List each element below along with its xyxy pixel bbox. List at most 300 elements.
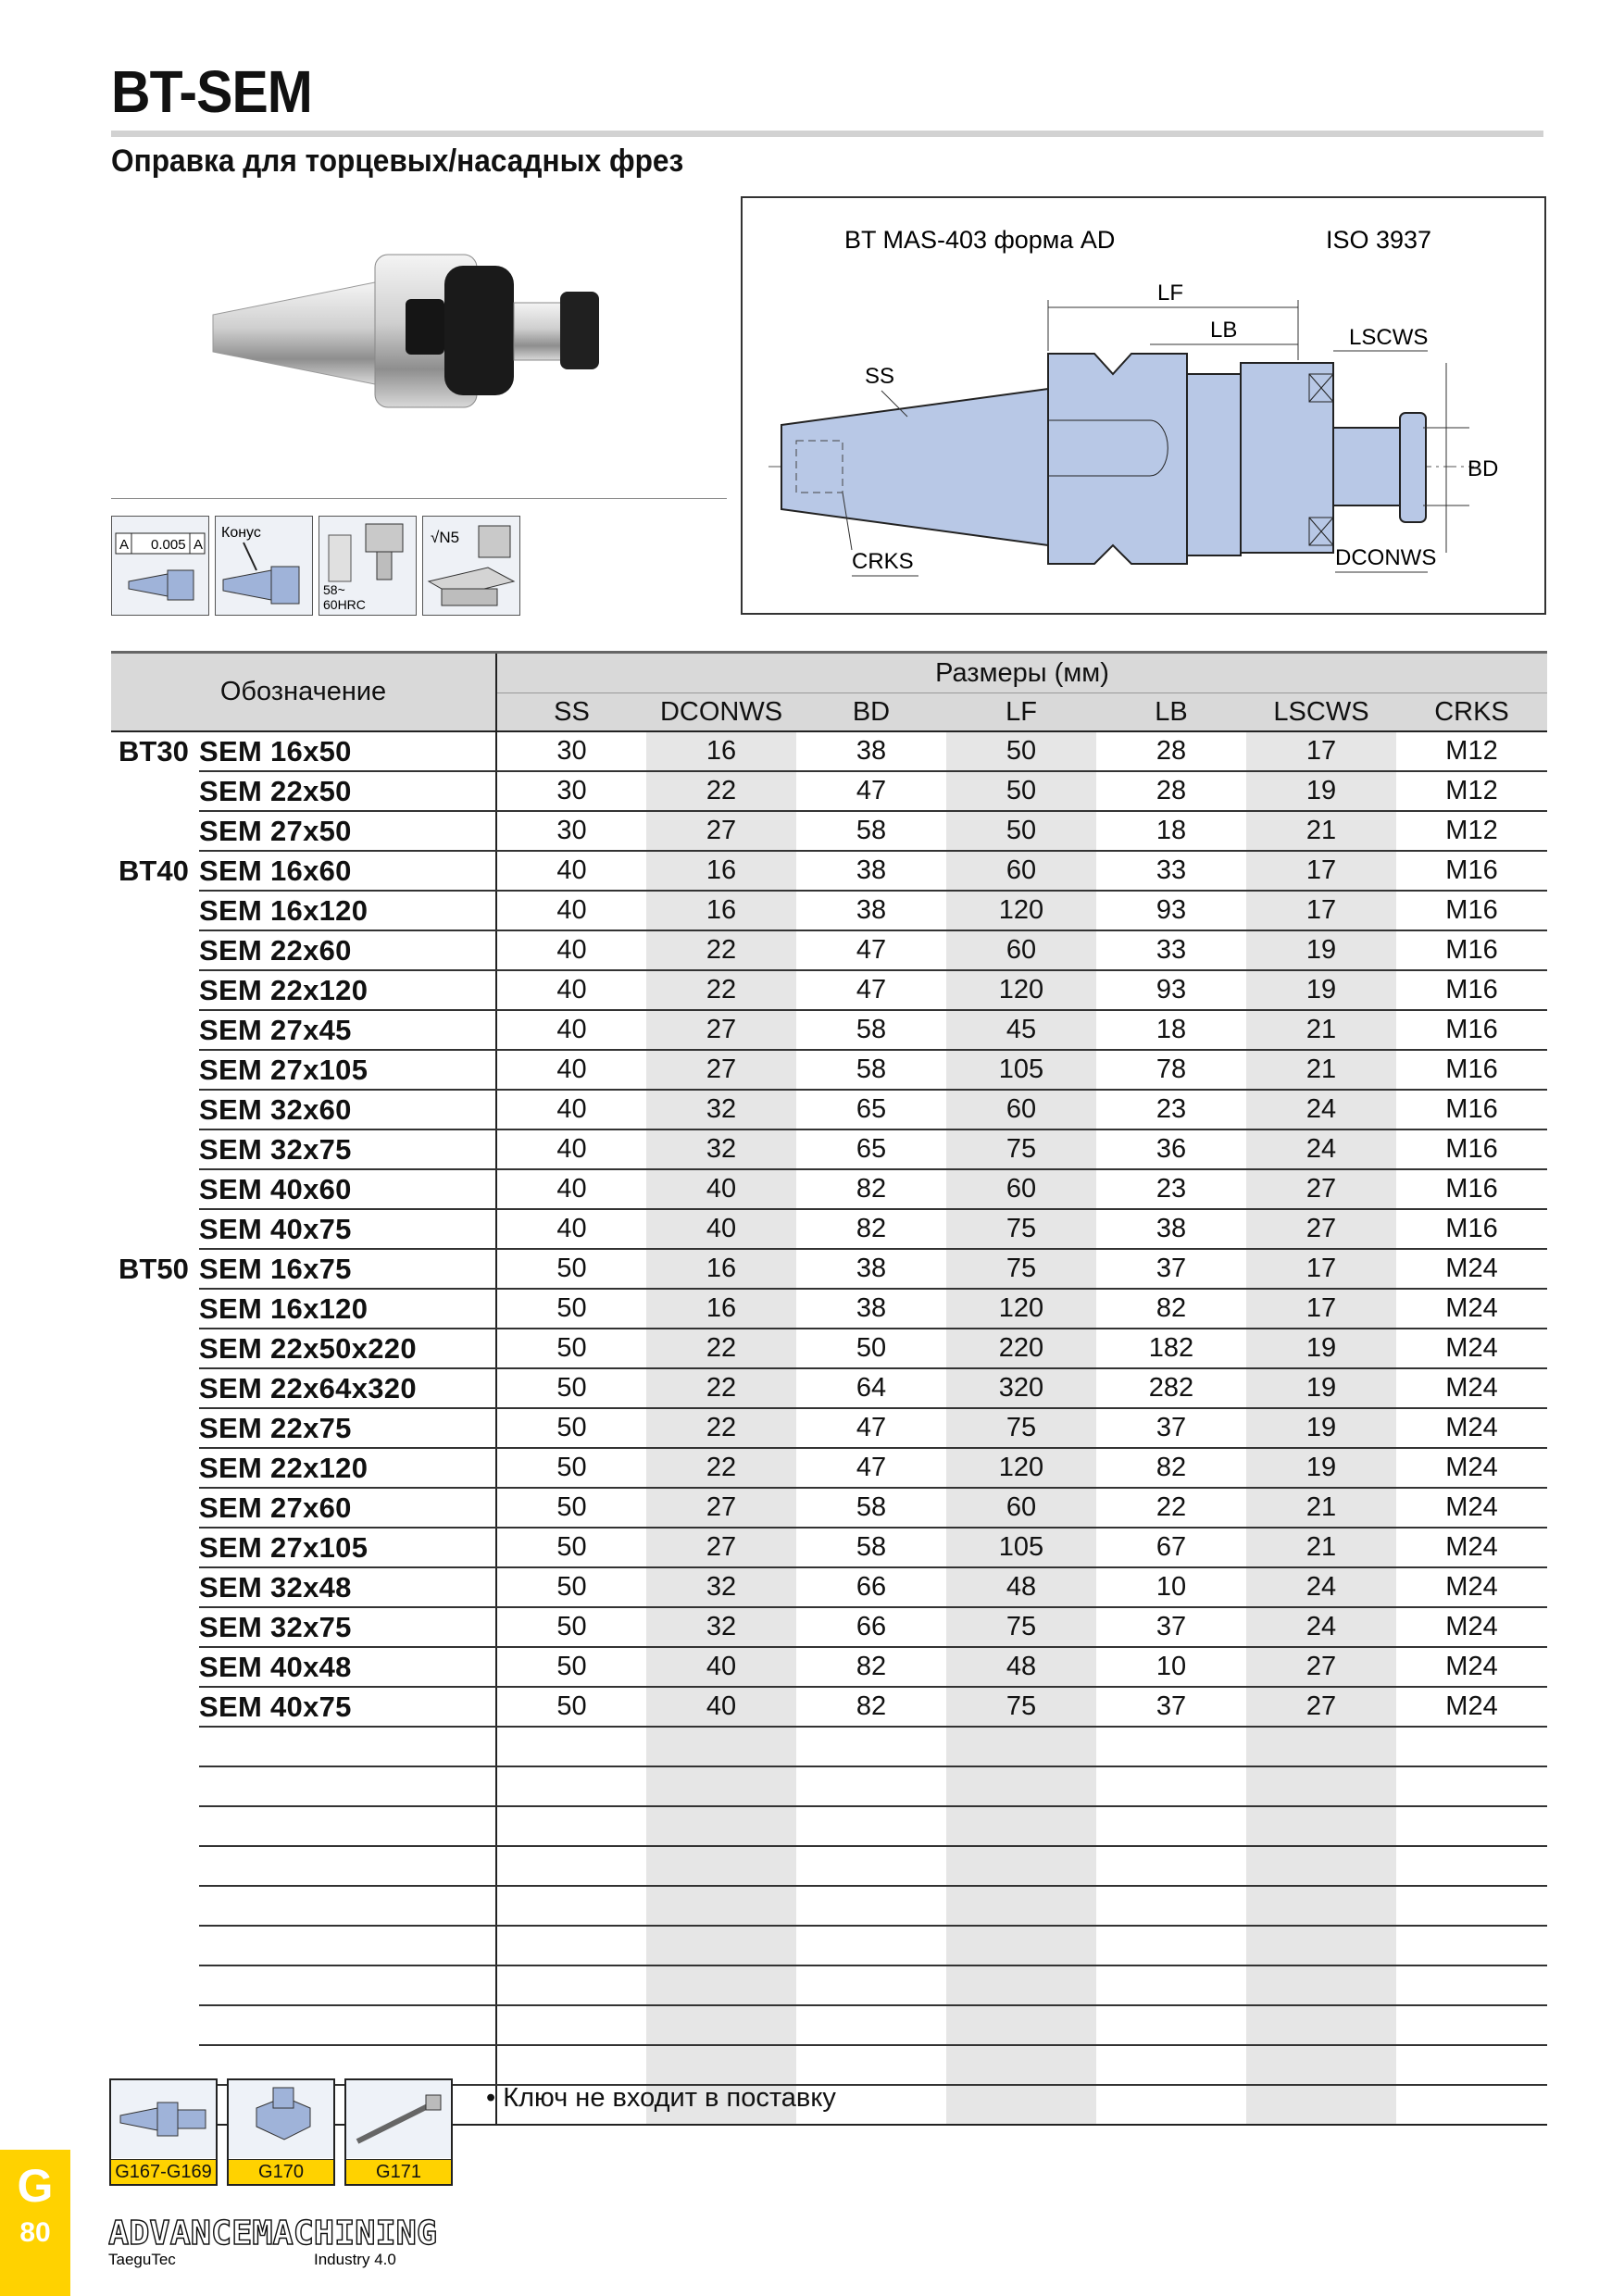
table-row <box>111 1806 1547 1846</box>
designation-cell: SEM 40x48 <box>199 1647 496 1687</box>
series-label <box>111 1169 199 1209</box>
value-cell-bd <box>796 2045 946 2085</box>
value-cell-lscws: 19 <box>1246 1329 1396 1368</box>
value-cell-lb <box>1096 1886 1246 1926</box>
designation-cell: SEM 22x50x220 <box>199 1329 496 1368</box>
value-cell-lb: 82 <box>1096 1448 1246 1488</box>
value-cell-lf: 45 <box>946 1010 1096 1050</box>
series-label <box>111 811 199 851</box>
value-cell-lf: 320 <box>946 1368 1096 1408</box>
value-cell-dconws <box>646 1806 796 1846</box>
series-label <box>111 1766 199 1806</box>
value-cell-dconws: 16 <box>646 891 796 930</box>
value-cell-bd <box>796 1806 946 1846</box>
designation-cell: SEM 22x120 <box>199 970 496 1010</box>
value-cell-lf: 60 <box>946 930 1096 970</box>
value-cell-crks: M24 <box>1396 1687 1547 1727</box>
surface-finish-icon <box>422 516 520 616</box>
value-cell-ss: 50 <box>496 1647 646 1687</box>
value-cell-lf: 48 <box>946 1567 1096 1607</box>
value-cell-dconws: 40 <box>646 1169 796 1209</box>
value-cell-lscws: 17 <box>1246 891 1396 930</box>
value-cell-lb <box>1096 1846 1246 1886</box>
table-row <box>111 2005 1547 2045</box>
value-cell-lscws: 19 <box>1246 970 1396 1010</box>
value-cell-lf: 120 <box>946 1448 1096 1488</box>
value-cell-bd: 64 <box>796 1368 946 1408</box>
value-cell-crks <box>1396 2045 1547 2085</box>
value-cell-bd: 47 <box>796 771 946 811</box>
header-dimensions: Размеры (мм) <box>496 653 1547 693</box>
designation-cell: SEM 16x120 <box>199 1289 496 1329</box>
surface-finish-label: √N5 <box>431 529 460 546</box>
value-cell-lf: 50 <box>946 771 1096 811</box>
value-cell-ss: 40 <box>496 970 646 1010</box>
value-cell-lf <box>946 1846 1096 1886</box>
iso-label: ISO 3937 <box>1326 226 1432 254</box>
series-label <box>111 1965 199 2005</box>
technical-drawing <box>741 196 1546 615</box>
value-cell-dconws: 40 <box>646 1647 796 1687</box>
value-cell-lb: 182 <box>1096 1329 1246 1368</box>
series-label <box>111 1289 199 1329</box>
table-row <box>111 891 1547 930</box>
value-cell-bd: 82 <box>796 1209 946 1249</box>
value-cell-ss <box>496 1886 646 1926</box>
series-label <box>111 1129 199 1169</box>
series-label: BT50 <box>119 1252 189 1285</box>
value-cell-ss: 30 <box>496 811 646 851</box>
value-cell-bd: 58 <box>796 1528 946 1567</box>
value-cell-lb: 23 <box>1096 1090 1246 1129</box>
value-cell-dconws: 32 <box>646 1607 796 1647</box>
value-cell-lscws: 21 <box>1246 1488 1396 1528</box>
series-label <box>111 1647 199 1687</box>
column-header-dconws: DCONWS <box>646 693 796 732</box>
series-label: BT40 <box>119 854 189 887</box>
designation-cell <box>199 1846 496 1886</box>
value-cell-dconws: 22 <box>646 930 796 970</box>
value-cell-dconws: 22 <box>646 1368 796 1408</box>
value-cell-crks: M24 <box>1396 1408 1547 1448</box>
specification-table <box>111 651 1547 2126</box>
designation-cell: SEM 16x50 <box>199 731 496 771</box>
value-cell-ss: 50 <box>496 1448 646 1488</box>
value-cell-ss: 50 <box>496 1567 646 1607</box>
reference-g170[interactable] <box>227 2078 335 2186</box>
product-photo <box>194 236 620 421</box>
value-cell-dconws: 22 <box>646 970 796 1010</box>
hardness-icon <box>319 516 417 616</box>
logo-brand: TaeguTec <box>108 2251 176 2268</box>
value-cell-lf: 75 <box>946 1687 1096 1727</box>
value-cell-lb: 37 <box>1096 1607 1246 1647</box>
standard-label: BT MAS-403 форма AD <box>844 226 1116 254</box>
wrench-block-icon <box>229 2080 333 2158</box>
value-cell-crks: M16 <box>1396 1090 1547 1129</box>
value-cell-lscws: 27 <box>1246 1169 1396 1209</box>
value-cell-ss: 30 <box>496 731 646 771</box>
designation-cell: SEM 16x60 <box>199 851 496 891</box>
value-cell-lf <box>946 1806 1096 1846</box>
column-header-lb: LB <box>1096 693 1246 732</box>
value-cell-lf: 60 <box>946 851 1096 891</box>
designation-cell <box>199 1727 496 1766</box>
value-cell-crks <box>1396 1727 1547 1766</box>
table-row <box>111 1408 1547 1448</box>
value-cell-lscws: 27 <box>1246 1687 1396 1727</box>
value-cell-dconws: 22 <box>646 771 796 811</box>
value-cell-ss <box>496 1766 646 1806</box>
column-header-lf: LF <box>946 693 1096 732</box>
value-cell-dconws: 22 <box>646 1448 796 1488</box>
value-cell-lb: 33 <box>1096 851 1246 891</box>
value-cell-lscws <box>1246 1806 1396 1846</box>
value-cell-lscws <box>1246 2045 1396 2085</box>
table-row <box>111 1050 1547 1090</box>
series-label <box>111 1607 199 1647</box>
designation-cell <box>199 1886 496 1926</box>
value-cell-lb: 78 <box>1096 1050 1246 1090</box>
designation-cell: SEM 32x75 <box>199 1607 496 1647</box>
value-cell-lscws: 17 <box>1246 1249 1396 1289</box>
series-label: BT30 <box>119 735 189 767</box>
value-cell-lf: 75 <box>946 1607 1096 1647</box>
value-cell-crks: M24 <box>1396 1289 1547 1329</box>
value-cell-lscws: 21 <box>1246 1528 1396 1567</box>
value-cell-bd: 47 <box>796 1448 946 1488</box>
series-label <box>111 1010 199 1050</box>
value-cell-lb: 10 <box>1096 1647 1246 1687</box>
series-label <box>111 1846 199 1886</box>
value-cell-dconws: 27 <box>646 1010 796 1050</box>
value-cell-ss: 50 <box>496 1607 646 1647</box>
page-title: BT-SEM <box>111 58 312 125</box>
value-cell-dconws <box>646 1846 796 1886</box>
value-cell-lb <box>1096 2005 1246 2045</box>
reference-g171[interactable] <box>344 2078 453 2186</box>
value-cell-lscws <box>1246 1926 1396 1965</box>
value-cell-crks: M24 <box>1396 1448 1547 1488</box>
designation-cell: SEM 40x60 <box>199 1169 496 1209</box>
table-row <box>111 1886 1547 1926</box>
designation-cell: SEM 22x60 <box>199 930 496 970</box>
header-designation: Обозначение <box>111 653 496 732</box>
value-cell-ss: 50 <box>496 1329 646 1368</box>
value-cell-crks: M16 <box>1396 851 1547 891</box>
value-cell-crks: M24 <box>1396 1528 1547 1567</box>
table-row <box>111 1727 1547 1766</box>
value-cell-lf: 48 <box>946 1647 1096 1687</box>
value-cell-crks <box>1396 1846 1547 1886</box>
value-cell-crks <box>1396 1965 1547 2005</box>
value-cell-lf <box>946 1926 1096 1965</box>
value-cell-lscws: 17 <box>1246 851 1396 891</box>
taper-icon <box>215 516 313 616</box>
value-cell-lscws: 19 <box>1246 771 1396 811</box>
table-row <box>111 1010 1547 1050</box>
value-cell-lf: 75 <box>946 1209 1096 1249</box>
value-cell-lf: 75 <box>946 1408 1096 1448</box>
dim-lf: LF <box>1157 281 1184 306</box>
series-label <box>111 2005 199 2045</box>
value-cell-ss <box>496 2005 646 2045</box>
dim-bd: BD <box>1468 456 1499 481</box>
value-cell-dconws: 40 <box>646 1209 796 1249</box>
value-cell-lscws: 19 <box>1246 1408 1396 1448</box>
series-label <box>111 1408 199 1448</box>
series-label <box>111 1528 199 1567</box>
value-cell-lscws: 27 <box>1246 1209 1396 1249</box>
series-label <box>111 1050 199 1090</box>
value-cell-crks: M24 <box>1396 1647 1547 1687</box>
runout-tolerance-icon <box>111 516 209 616</box>
series-label <box>111 1926 199 1965</box>
value-cell-lscws <box>1246 1766 1396 1806</box>
value-cell-crks <box>1396 2005 1547 2045</box>
value-cell-lb: 36 <box>1096 1129 1246 1169</box>
table-row <box>111 1129 1547 1169</box>
value-cell-lf <box>946 1886 1096 1926</box>
designation-cell <box>199 2005 496 2045</box>
value-cell-crks: M16 <box>1396 1129 1547 1169</box>
designation-cell: SEM 32x48 <box>199 1567 496 1607</box>
value-cell-lb <box>1096 1727 1246 1766</box>
value-cell-bd <box>796 1886 946 1926</box>
table-row <box>111 1687 1547 1727</box>
dim-dconws: DCONWS <box>1335 545 1437 570</box>
series-label <box>111 1090 199 1129</box>
value-cell-lb <box>1096 1926 1246 1965</box>
series-label <box>111 970 199 1010</box>
value-cell-dconws <box>646 1965 796 2005</box>
table-row <box>111 1448 1547 1488</box>
value-cell-dconws <box>646 2005 796 2045</box>
designation-cell <box>199 1806 496 1846</box>
column-header-ss: SS <box>496 693 646 732</box>
value-cell-lb: 28 <box>1096 731 1246 771</box>
value-cell-lf: 120 <box>946 891 1096 930</box>
series-label <box>111 1209 199 1249</box>
value-cell-lscws <box>1246 1727 1396 1766</box>
value-cell-lf: 120 <box>946 1289 1096 1329</box>
table-row <box>111 731 1547 771</box>
value-cell-bd: 82 <box>796 1169 946 1209</box>
value-cell-ss: 40 <box>496 1010 646 1050</box>
key-wrench-icon <box>346 2080 451 2158</box>
value-cell-lscws <box>1246 1846 1396 1886</box>
value-cell-lscws: 19 <box>1246 1368 1396 1408</box>
value-cell-lb <box>1096 1806 1246 1846</box>
taper-label: Конус <box>221 525 261 541</box>
logo-main: ADVANCEMACHINING <box>108 2215 437 2252</box>
value-cell-crks: M16 <box>1396 891 1547 930</box>
table-row <box>111 771 1547 811</box>
designation-cell: SEM 22x50 <box>199 771 496 811</box>
table-row <box>111 930 1547 970</box>
value-cell-ss: 40 <box>496 1090 646 1129</box>
value-cell-dconws: 16 <box>646 731 796 771</box>
value-cell-bd: 47 <box>796 930 946 970</box>
value-cell-bd: 66 <box>796 1607 946 1647</box>
series-label <box>111 1727 199 1766</box>
value-cell-ss <box>496 2045 646 2085</box>
table-row <box>111 1926 1547 1965</box>
value-cell-crks: M24 <box>1396 1488 1547 1528</box>
value-cell-lb <box>1096 1965 1246 2005</box>
designation-cell <box>199 1926 496 1965</box>
series-label <box>111 930 199 970</box>
value-cell-lscws: 24 <box>1246 1567 1396 1607</box>
value-cell-ss: 30 <box>496 771 646 811</box>
table-row <box>111 1368 1547 1408</box>
value-cell-bd: 65 <box>796 1090 946 1129</box>
reference-g167-g169[interactable] <box>109 2078 218 2186</box>
value-cell-lf: 105 <box>946 1050 1096 1090</box>
series-label <box>111 1886 199 1926</box>
value-cell-lb: 28 <box>1096 771 1246 811</box>
value-cell-ss: 40 <box>496 1169 646 1209</box>
value-cell-dconws: 32 <box>646 1567 796 1607</box>
dim-ss: SS <box>865 364 895 389</box>
value-cell-bd: 50 <box>796 1329 946 1368</box>
value-cell-lf <box>946 2045 1096 2085</box>
designation-cell: SEM 16x75 <box>199 1249 496 1289</box>
designation-cell: SEM 27x105 <box>199 1528 496 1567</box>
value-cell-lscws: 17 <box>1246 1289 1396 1329</box>
value-cell-ss: 40 <box>496 1050 646 1090</box>
value-cell-lscws: 17 <box>1246 731 1396 771</box>
table-row <box>111 1607 1547 1647</box>
value-cell-lscws <box>1246 1965 1396 2005</box>
advancemachining-logo <box>108 2211 442 2268</box>
designation-cell: SEM 40x75 <box>199 1209 496 1249</box>
value-cell-lscws <box>1246 2085 1396 2125</box>
series-label <box>111 1806 199 1846</box>
value-cell-bd: 58 <box>796 1010 946 1050</box>
value-cell-crks: M12 <box>1396 811 1547 851</box>
table-row <box>111 1528 1547 1567</box>
value-cell-ss: 40 <box>496 1129 646 1169</box>
value-cell-lf: 75 <box>946 1249 1096 1289</box>
value-cell-lb: 38 <box>1096 1209 1246 1249</box>
photo-divider <box>111 498 727 499</box>
value-cell-bd <box>796 2005 946 2045</box>
title-rule <box>111 131 1543 137</box>
table-row <box>111 1567 1547 1607</box>
series-label <box>111 1687 199 1727</box>
value-cell-crks: M24 <box>1396 1607 1547 1647</box>
value-cell-dconws: 40 <box>646 1687 796 1727</box>
value-cell-bd <box>796 1727 946 1766</box>
value-cell-bd <box>796 1965 946 2005</box>
value-cell-bd: 66 <box>796 1567 946 1607</box>
table-row <box>111 851 1547 891</box>
designation-cell: SEM 27x45 <box>199 1010 496 1050</box>
series-label <box>111 771 199 811</box>
dim-lb: LB <box>1210 318 1238 343</box>
value-cell-ss <box>496 1926 646 1965</box>
value-cell-ss: 50 <box>496 1368 646 1408</box>
reference-label: G171 <box>346 2159 451 2184</box>
value-cell-lb: 93 <box>1096 970 1246 1010</box>
value-cell-lf: 120 <box>946 970 1096 1010</box>
value-cell-ss: 50 <box>496 1687 646 1727</box>
value-cell-lf <box>946 1727 1096 1766</box>
value-cell-lf <box>946 1766 1096 1806</box>
hardness-label-2: 60HRC <box>323 597 366 612</box>
value-cell-lf: 220 <box>946 1329 1096 1368</box>
value-cell-lscws: 19 <box>1246 1448 1396 1488</box>
value-cell-dconws: 22 <box>646 1329 796 1368</box>
tolerance-datum-a: A <box>119 537 130 553</box>
value-cell-crks: M16 <box>1396 1050 1547 1090</box>
value-cell-ss: 50 <box>496 1289 646 1329</box>
value-cell-lb <box>1096 1766 1246 1806</box>
value-cell-crks <box>1396 1886 1547 1926</box>
series-label <box>111 1368 199 1408</box>
value-cell-crks: M24 <box>1396 1368 1547 1408</box>
designation-cell: SEM 32x75 <box>199 1129 496 1169</box>
value-cell-bd: 82 <box>796 1687 946 1727</box>
tolerance-value: 0.005 <box>151 537 186 553</box>
series-label <box>111 1448 199 1488</box>
value-cell-lf: 60 <box>946 1090 1096 1129</box>
series-label <box>111 1567 199 1607</box>
page-number: 80 <box>19 2217 51 2248</box>
designation-cell: SEM 22x120 <box>199 1448 496 1488</box>
value-cell-ss: 50 <box>496 1488 646 1528</box>
value-cell-dconws: 27 <box>646 1050 796 1090</box>
value-cell-lf <box>946 2085 1096 2125</box>
value-cell-dconws: 16 <box>646 1289 796 1329</box>
value-cell-bd <box>796 1766 946 1806</box>
value-cell-crks: M16 <box>1396 1010 1547 1050</box>
value-cell-lb: 37 <box>1096 1687 1246 1727</box>
value-cell-lb: 18 <box>1096 1010 1246 1050</box>
value-cell-crks: M16 <box>1396 930 1547 970</box>
value-cell-lb <box>1096 2085 1246 2125</box>
value-cell-crks: M24 <box>1396 1329 1547 1368</box>
value-cell-dconws <box>646 1886 796 1926</box>
value-cell-dconws: 32 <box>646 1129 796 1169</box>
value-cell-ss: 40 <box>496 891 646 930</box>
value-cell-lscws: 24 <box>1246 1090 1396 1129</box>
logo-tag: Industry 4.0 <box>314 2251 396 2268</box>
value-cell-ss: 50 <box>496 1528 646 1567</box>
column-header-crks: CRKS <box>1396 693 1547 732</box>
value-cell-bd: 38 <box>796 731 946 771</box>
designation-cell: SEM 22x64x320 <box>199 1368 496 1408</box>
value-cell-lb: 33 <box>1096 930 1246 970</box>
value-cell-bd <box>796 1926 946 1965</box>
value-cell-bd: 58 <box>796 1050 946 1090</box>
value-cell-lf <box>946 1965 1096 2005</box>
value-cell-lb: 82 <box>1096 1289 1246 1329</box>
value-cell-lscws: 21 <box>1246 811 1396 851</box>
value-cell-bd: 38 <box>796 1289 946 1329</box>
value-cell-crks: M16 <box>1396 1169 1547 1209</box>
column-header-bd: BD <box>796 693 946 732</box>
value-cell-ss: 40 <box>496 930 646 970</box>
series-label <box>111 1329 199 1368</box>
value-cell-lb: 10 <box>1096 1567 1246 1607</box>
designation-cell: SEM 27x105 <box>199 1050 496 1090</box>
value-cell-dconws: 32 <box>646 1090 796 1129</box>
value-cell-bd: 47 <box>796 970 946 1010</box>
value-cell-dconws: 27 <box>646 811 796 851</box>
value-cell-lb: 37 <box>1096 1408 1246 1448</box>
